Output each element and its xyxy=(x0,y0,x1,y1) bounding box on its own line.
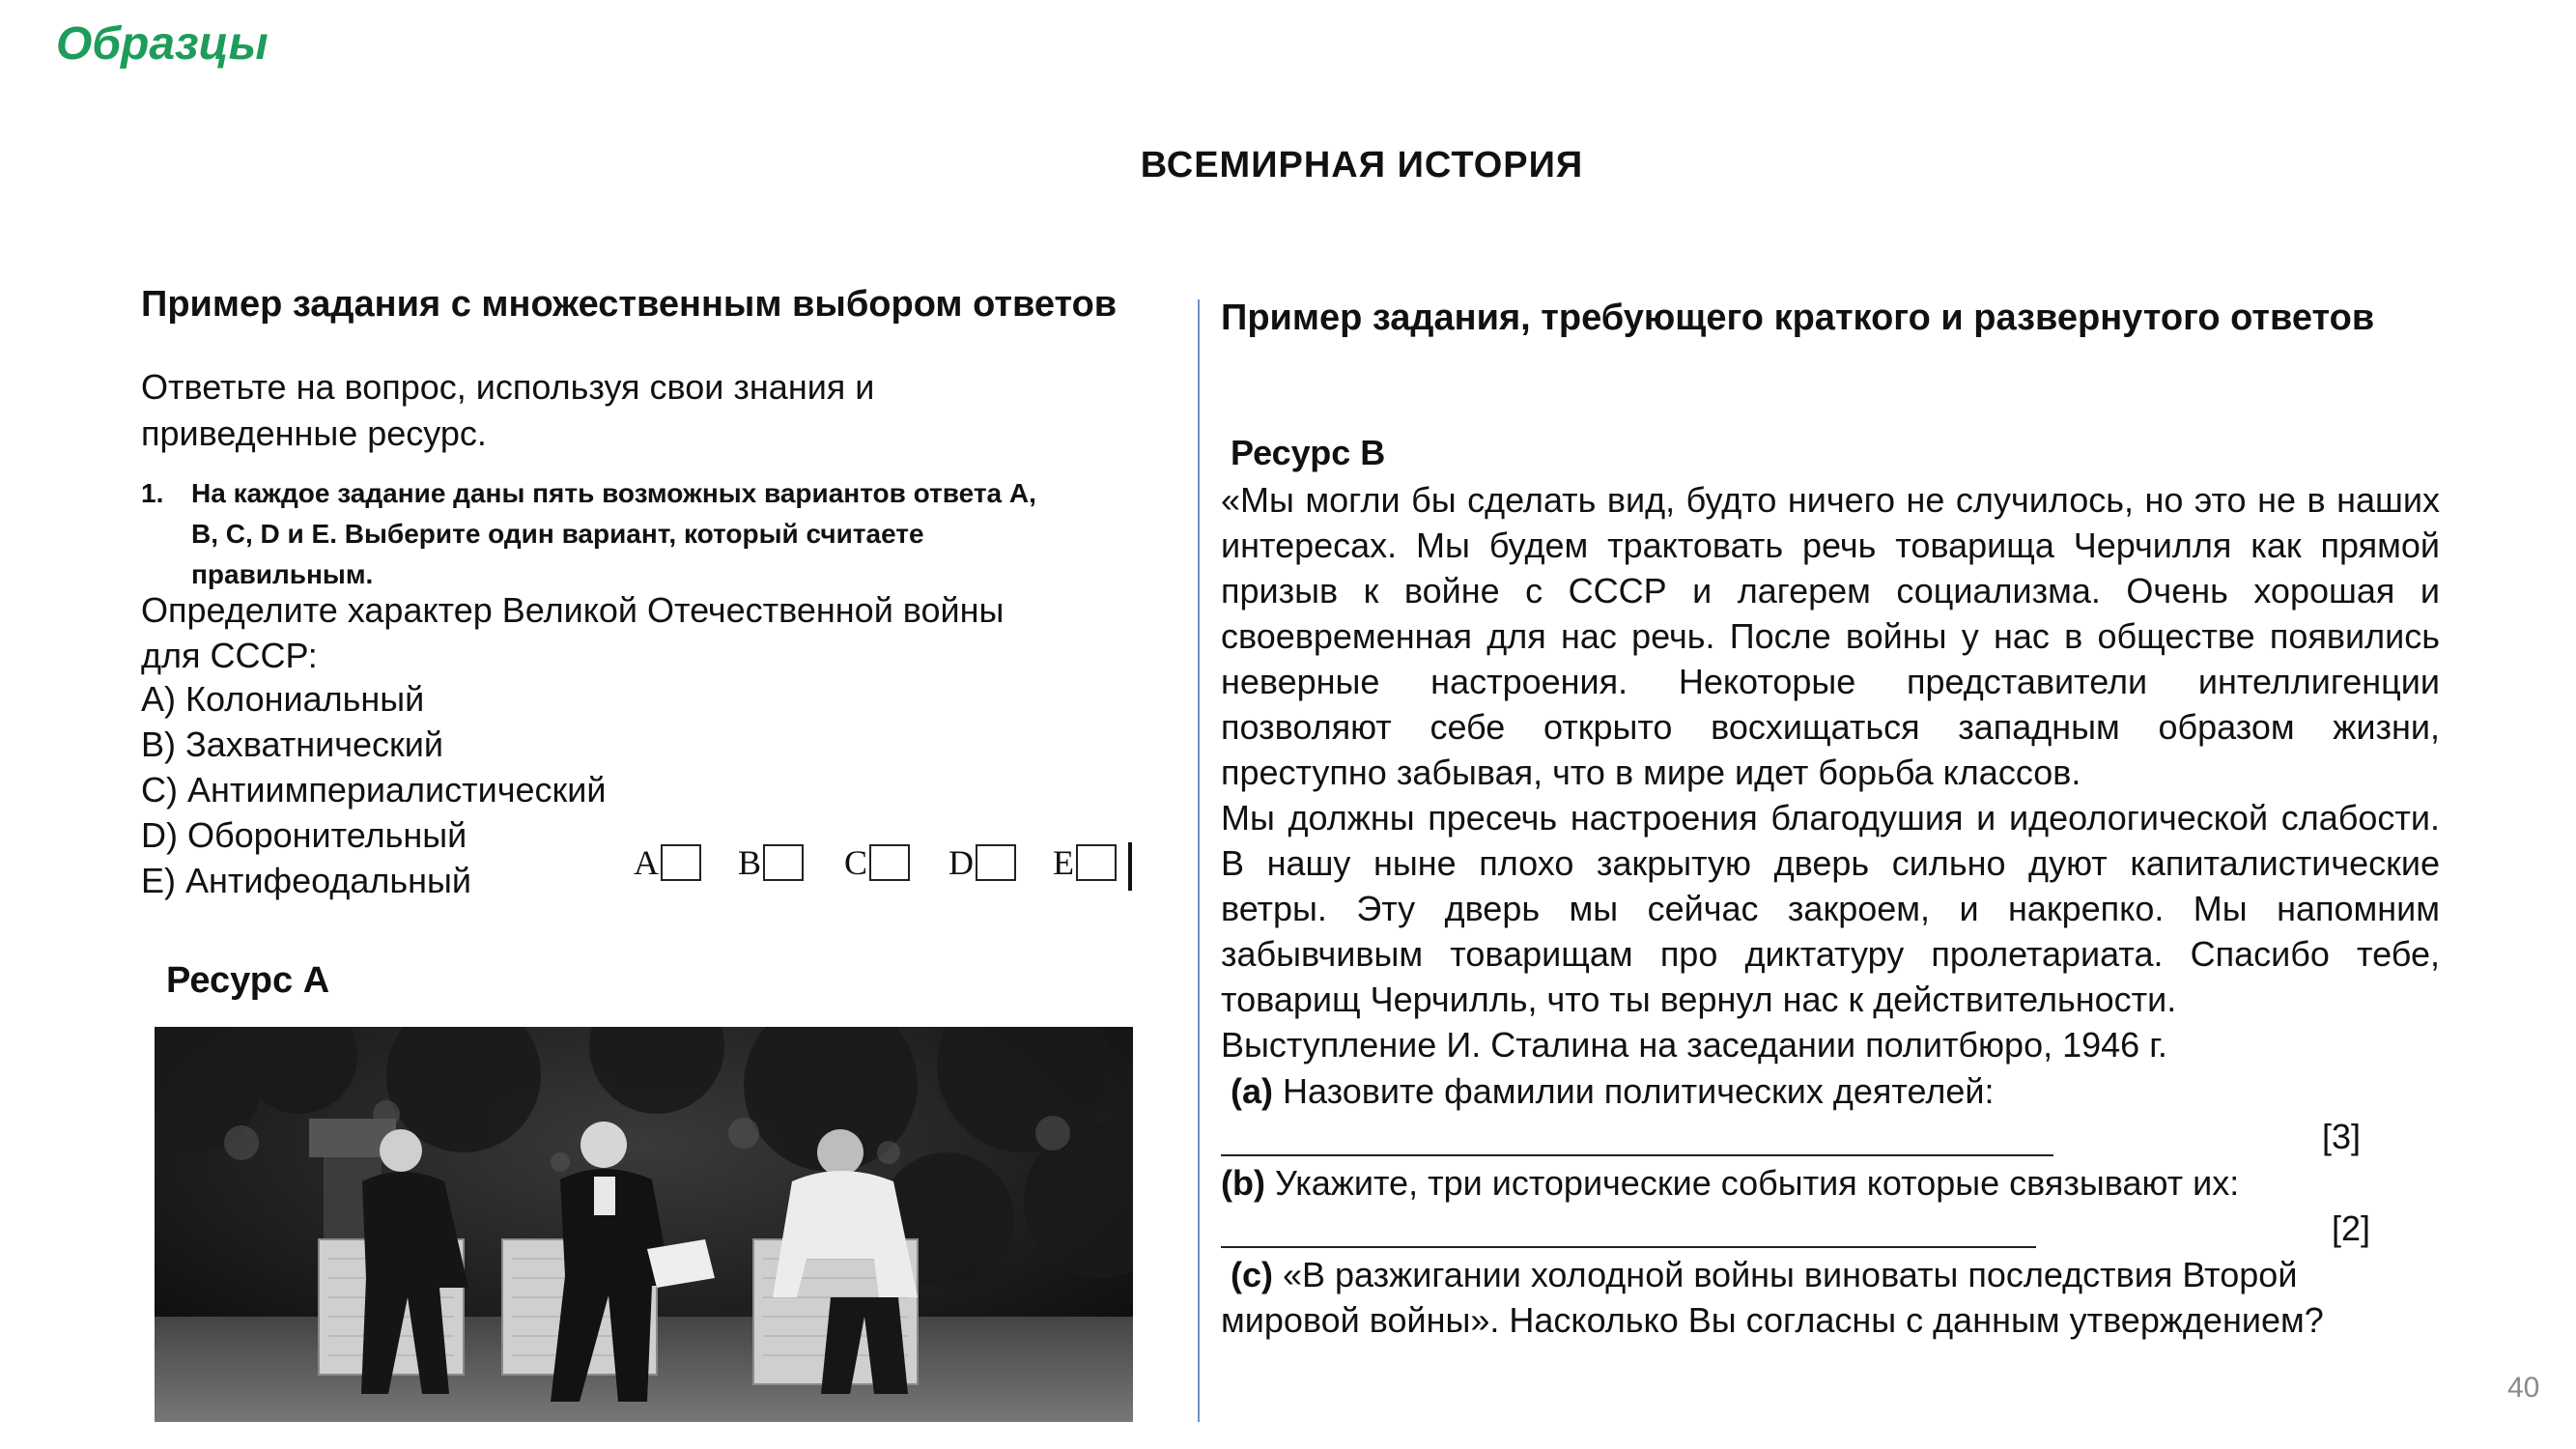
option-a: A) Колониальный xyxy=(141,679,425,719)
page-title: ВСЕМИРНАЯ ИСТОРИЯ xyxy=(1140,145,1584,185)
right-heading: Пример задания, требующего краткого и развернутого ответов xyxy=(1221,298,2375,338)
question-c-text: «В разжигании холодной войны виноваты последствия Второй мировой войны». Насколько Вы согласны с данным утверждением? xyxy=(1221,1255,2324,1340)
answer-box-letter: B xyxy=(738,843,762,882)
quote-source: Выступление И. Сталина на заседании политбюро, 1946 г. xyxy=(1221,1025,2167,1065)
question-b-text: Укажите, три исторические события которые связывают их: xyxy=(1264,1163,2240,1203)
mark-b: [2] xyxy=(2332,1208,2371,1248)
checkbox[interactable] xyxy=(661,844,701,881)
answer-box-e[interactable] xyxy=(1053,842,1117,883)
left-instruction: Ответьте на вопрос, используя свои знания и приведенные ресурс. xyxy=(141,367,875,453)
checkbox[interactable] xyxy=(1076,844,1117,881)
question-a-text: Назовите фамилии политических деятелей: xyxy=(1273,1071,1995,1111)
question-text: Определите характер Великой Отечественной войны для СССР: xyxy=(141,590,1005,675)
answer-box-letter: A xyxy=(634,843,659,882)
answer-boxes xyxy=(634,842,1136,891)
column-divider xyxy=(1198,299,1200,1422)
option-d: D) Оборонительный xyxy=(141,815,467,855)
question-b-label: (b) xyxy=(1221,1163,1265,1203)
quote-paragraph-2: Мы должны пресечь настроения благодушия и идеологической слабости. В нашу ныне плохо закрытую дверь сильно дуют капиталистические ветры. Эту дверь мы сейчас закроем, и накрепко. Мы напомним забывчивым товарищам про диктатуру пролетариата. Спасибо тебе, товарищ Черчилль, что ты вернул нас к действительности. xyxy=(1221,798,2440,1019)
mark-a: [3] xyxy=(2322,1117,2362,1156)
page-number: 40 xyxy=(2507,1372,2540,1404)
corner-title: Образцы xyxy=(56,18,269,70)
question-c xyxy=(1221,1252,2370,1343)
answer-box-letter: E xyxy=(1053,843,1074,882)
resource-b-label: Ресурс В xyxy=(1231,433,1386,472)
answer-box-c[interactable] xyxy=(844,842,910,883)
list-text: На каждое задание даны пять возможных вариантов ответа A, B, C, D и E. Выберите один вариант, который считаете правильным. xyxy=(191,478,1036,589)
resource-b-quote xyxy=(1221,477,2440,1022)
answer-box-letter: D xyxy=(948,843,974,882)
quote-paragraph-1: «Мы могли бы сделать вид, будто ничего не случилось, но это не в наших интересах. Мы будем трактовать речь товарища Черчилля как прямой призыв к войне с СССР и лагерем социализма. Очень хорошая и своевременная для нас речь. После войны у нас в обществе появились неверные настроения. Некоторые представители интеллигенции позволяют себе открыто восхищаться западным образом жизни, преступно забывая, что в мире идет борьба классов. xyxy=(1221,480,2440,792)
answer-box-b[interactable] xyxy=(738,842,804,883)
question-b xyxy=(1221,1160,2239,1206)
question-c-label: (c) xyxy=(1231,1255,1273,1294)
checkbox[interactable] xyxy=(763,844,804,881)
answer-box-a[interactable] xyxy=(634,842,701,883)
answer-box-d[interactable] xyxy=(948,842,1016,883)
historical-photo xyxy=(155,1027,1133,1422)
question-a xyxy=(1231,1068,1994,1114)
instruction-list-item xyxy=(141,473,1068,595)
checkbox[interactable] xyxy=(976,844,1016,881)
option-e: E) Антифеодальный xyxy=(141,861,472,900)
resource-a-label: Ресурс А xyxy=(166,960,330,1001)
text-cursor xyxy=(1128,842,1132,891)
left-heading: Пример задания с множественным выбором ответов xyxy=(141,284,1118,325)
answer-line-b[interactable] xyxy=(1221,1246,2036,1248)
question-a-label: (a) xyxy=(1231,1071,1273,1111)
answer-box-letter: C xyxy=(844,843,868,882)
options-list xyxy=(141,676,606,903)
list-number: 1. xyxy=(141,478,164,508)
answer-line-a[interactable] xyxy=(1221,1154,2053,1156)
option-c: C) Антиимпериалистический xyxy=(141,770,607,810)
option-b: B) Захватнический xyxy=(141,724,443,764)
checkbox[interactable] xyxy=(869,844,910,881)
